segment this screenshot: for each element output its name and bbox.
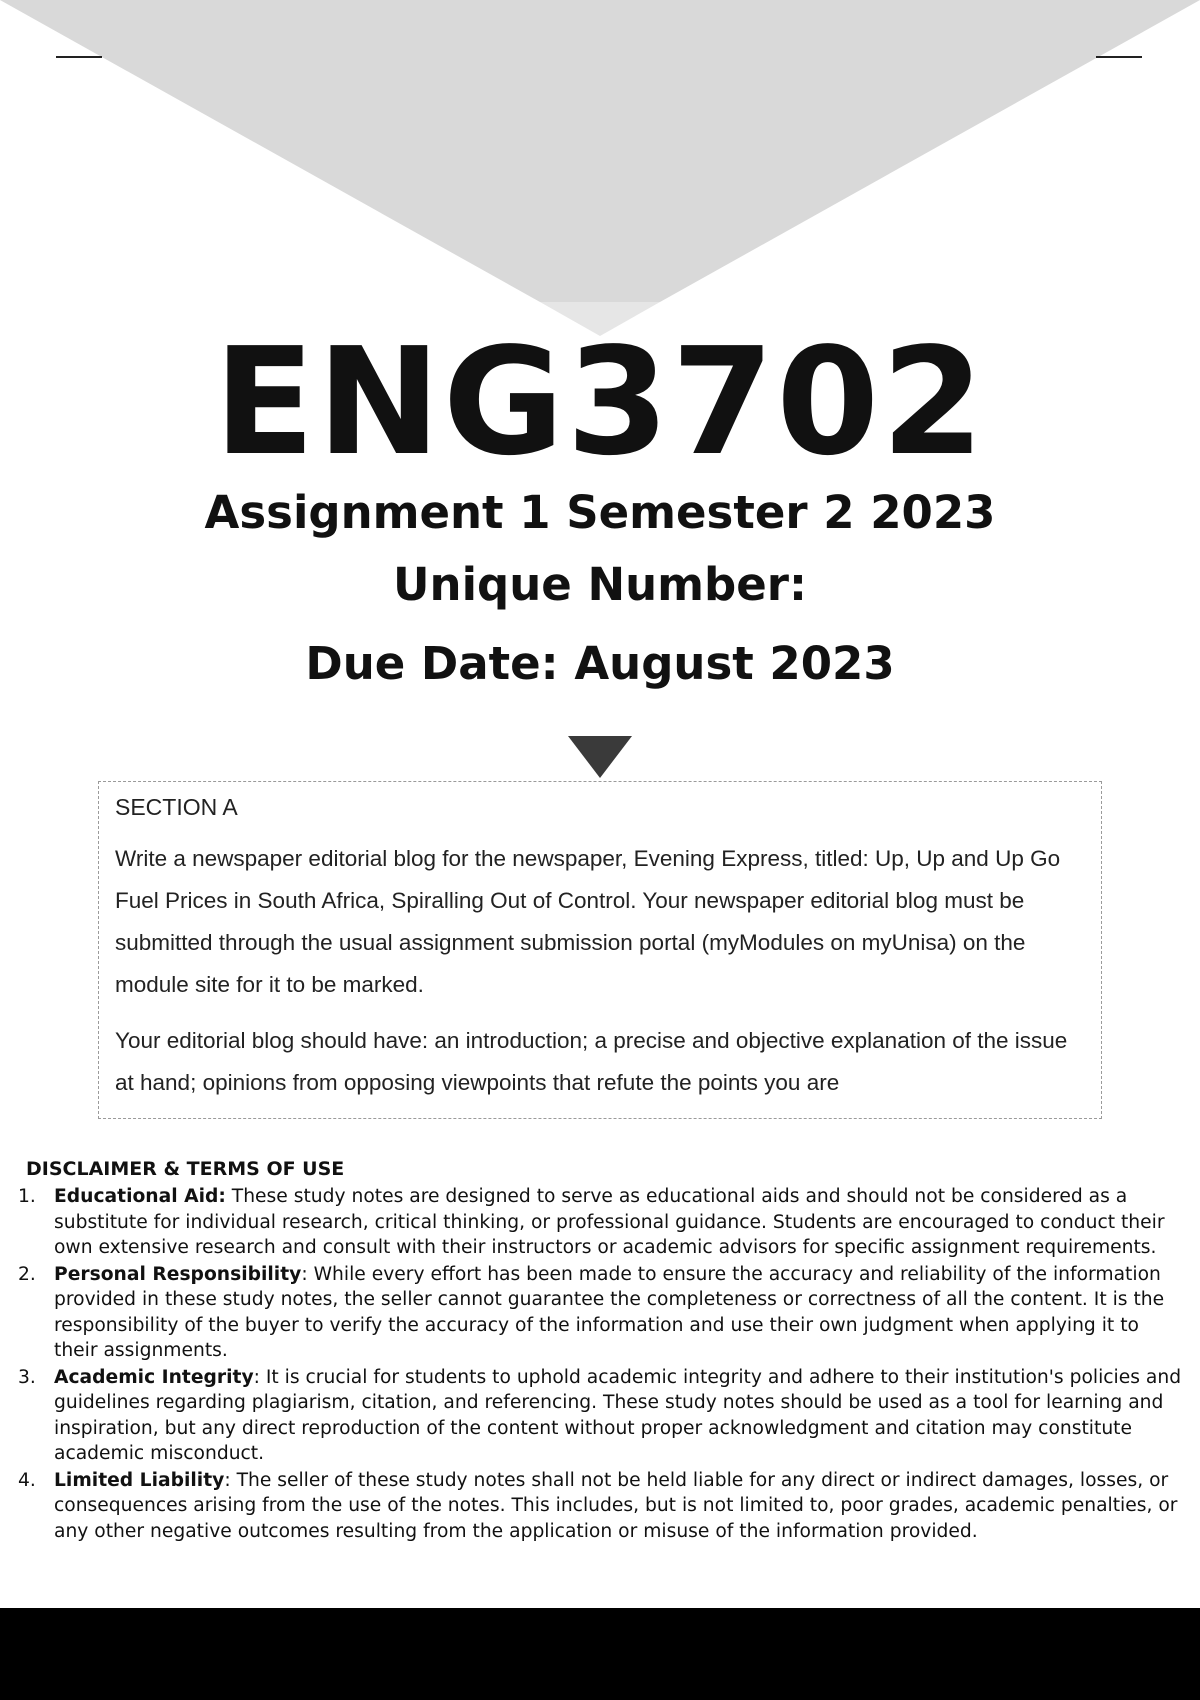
question-preview-box [98, 781, 1102, 1119]
disclaimer-title: DISCLAIMER & TERMS OF USE [26, 1158, 345, 1180]
chevron-banner [0, 0, 1200, 340]
disclaimer-item-text: These study notes are designed to serve as educational aids and should not be considered as a substitute for individual research, critical thinking, or professional guidance. Students are encouraged to conduct their own extensive research and consult with their instructors or academic advisors for specific assignment requirements. [54, 1186, 1165, 1258]
disclaimer-item-number: 3. [18, 1366, 36, 1388]
disclaimer-item-text: : The seller of these study notes shall not be held liable for any direct or indirect damages, losses, or consequences arising from the use of the notes. This includes, but is not limited to, poor grades, academic penalties, or any other negative outcomes resulting from the application or misuse of the information provided. [54, 1469, 1178, 1542]
disclaimer-item-text: : It is crucial for students to uphold academic integrity and adhere to their institution's policies and guidelines regarding plagiarism, citation, and referencing. These study notes should be used as a tool for learning and inspiration, but any direct reproduction of the content without proper acknowledgment and citation may constitute academic misconduct. [54, 1366, 1182, 1464]
unique-number-label: Unique Number: [393, 558, 807, 611]
disclaimer-item-number: 1. [18, 1186, 36, 1207]
footer-bar [0, 1608, 1200, 1700]
disclaimer-item [18, 1184, 1186, 1261]
down-triangle-icon [568, 736, 632, 778]
due-date-label: Due Date: August 2023 [305, 637, 895, 690]
disclaimer-item-heading: Limited Liability [54, 1469, 225, 1491]
disclaimer-section [18, 1156, 1186, 1545]
disclaimer-item-number: 4. [18, 1469, 36, 1491]
disclaimer-item-text: : While every effort has been made to ensure the accuracy and reliability of the information provided in these study notes, the seller cannot guarantee the completeness or correctness of all the content. It is the responsibility of the buyer to verify the accuracy of the information and use their own judgment when applying it to their assignments. [54, 1263, 1165, 1361]
question-paragraph-2: Your editorial blog should have: an introduction; a precise and objective explanation of the issue at hand; opinions from opposing viewpoints that refute the points you are [115, 1028, 1068, 1095]
disclaimer-item-number: 2. [18, 1263, 36, 1285]
question-paragraph-1: Write a newspaper editorial blog for the newspaper, Evening Express, titled: Up, Up and Up Go Fuel Prices in South Africa, Spiralling Out of Control. Your newspaper editorial blog must be submitted through the usual assignment submission portal (myModules on myUnisa) on the module site for it to be marked. [115, 846, 1061, 997]
section-label: SECTION A [115, 794, 238, 820]
disclaimer-item-heading: Academic Integrity [54, 1366, 254, 1388]
disclaimer-item [18, 1468, 1186, 1545]
disclaimer-list [18, 1184, 1186, 1544]
corner-mark-left [56, 56, 102, 58]
banner-chevron-shape [0, 0, 1200, 302]
disclaimer-item [18, 1262, 1186, 1364]
disclaimer-item [18, 1365, 1186, 1467]
corner-mark-right [1096, 56, 1142, 58]
disclaimer-item-heading: Personal Responsibility [54, 1263, 302, 1285]
assignment-subtitle: Assignment 1 Semester 2 2023 [204, 486, 996, 539]
course-code-title: ENG3702 [213, 316, 987, 488]
disclaimer-item-heading: Educational Aid: [54, 1186, 226, 1207]
